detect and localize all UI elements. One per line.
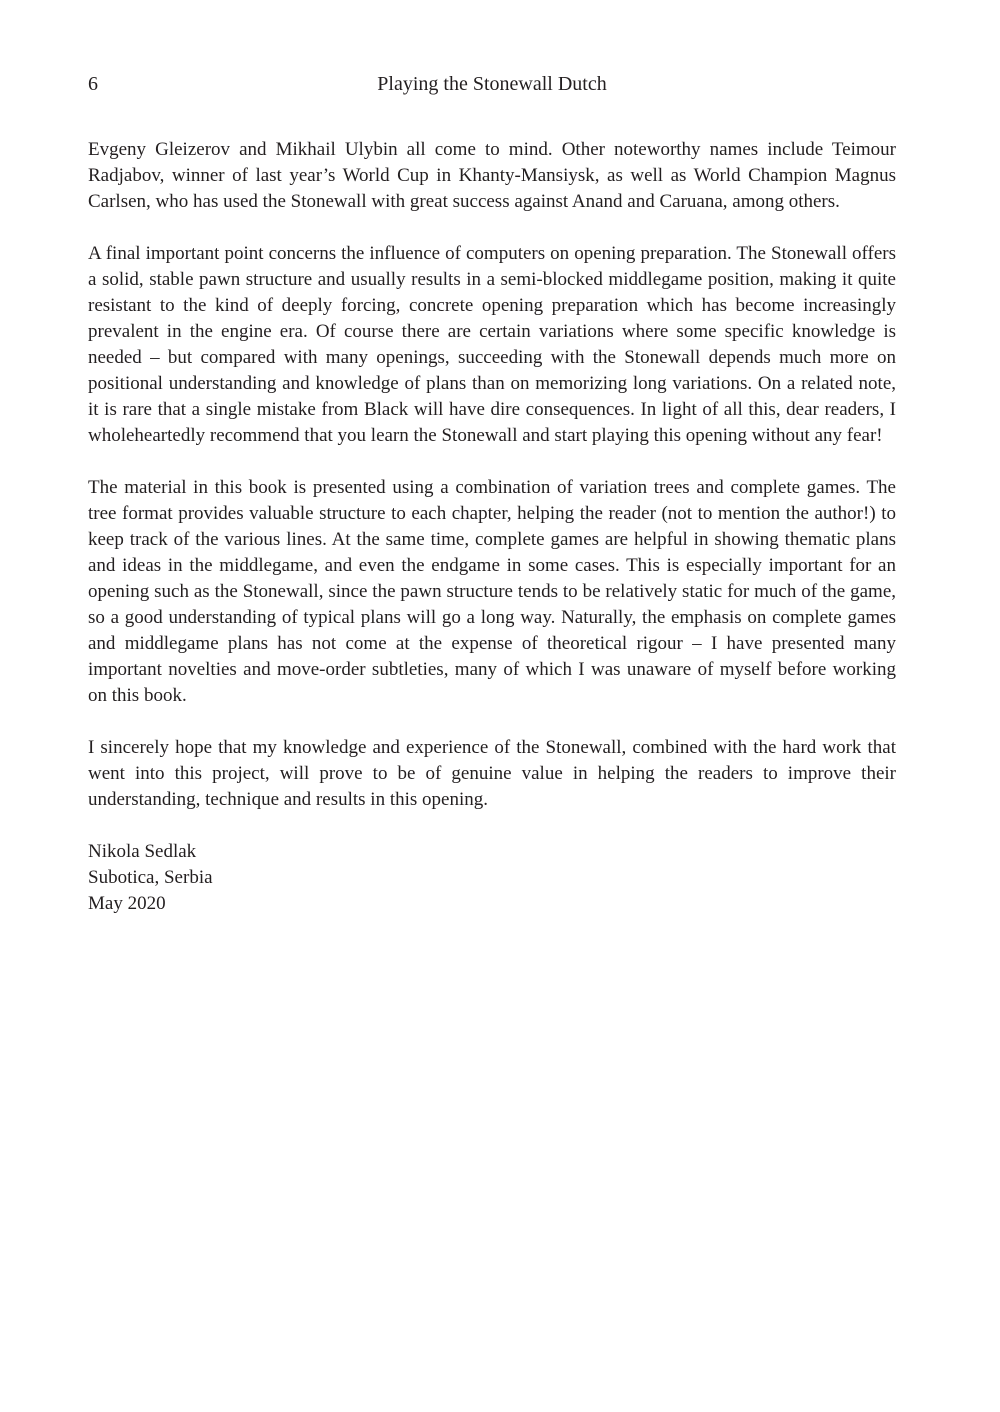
paragraph-1: Evgeny Gleizerov and Mikhail Ulybin all come to mind. Other noteworthy names include Teimour Radjabov, winner of last year’s World Cup in Khanty-Mansiysk, as well as World Champion Magnus Carlsen, who has used the Stonewall with great success against Anand and Caruana, among others.	[88, 139, 896, 212]
signature-block	[88, 839, 896, 917]
signature-date: May 2020	[88, 893, 166, 914]
author-place: Subotica, Serbia	[88, 867, 213, 888]
running-title: Playing the Stonewall Dutch	[377, 73, 607, 95]
paragraph-4: I sincerely hope that my knowledge and experience of the Stonewall, combined with the hard work that went into this project, will prove to be of genuine value in helping the readers to improve their understanding, technique and results in this opening.	[88, 737, 896, 810]
paragraph-3: The material in this book is presented using a combination of variation trees and complete games. The tree format provides valuable structure to each chapter, helping the reader (not to mention the author!) to keep track of the various lines. At the same time, complete games are helpful in showing thematic plans and ideas in the middlegame, and even the endgame in some cases. This is especially important for an opening such as the Stonewall, since the pawn structure tends to be relatively static for much of the game, so a good understanding of typical plans will go a long way. Naturally, the emphasis on complete games and middlegame plans has not come at the expense of theoretical rigour – I have presented many important novelties and move-order subtleties, many of which I was unaware of myself before working on this book.	[88, 477, 896, 706]
author-name: Nikola Sedlak	[88, 841, 197, 862]
body-text	[88, 137, 896, 917]
paragraph-2: A final important point concerns the influence of computers on opening preparation. The Stonewall offers a solid, stable pawn structure and usually results in a semi-blocked middlegame position, making it quite resistant to the kind of deeply forcing, concrete opening preparation which has become increasingly prevalent in the engine era. Of course there are certain variations where some specific knowledge is needed – but compared with many openings, succeeding with the Stonewall depends much more on positional understanding and knowledge of plans than on memorizing long variations. On a related note, it is rare that a single mistake from Black will have dire consequences. In light of all this, dear readers, I wholeheartedly recommend that you learn the Stonewall and start playing this opening without any fear!	[88, 243, 896, 446]
page-number: 6	[88, 73, 98, 95]
